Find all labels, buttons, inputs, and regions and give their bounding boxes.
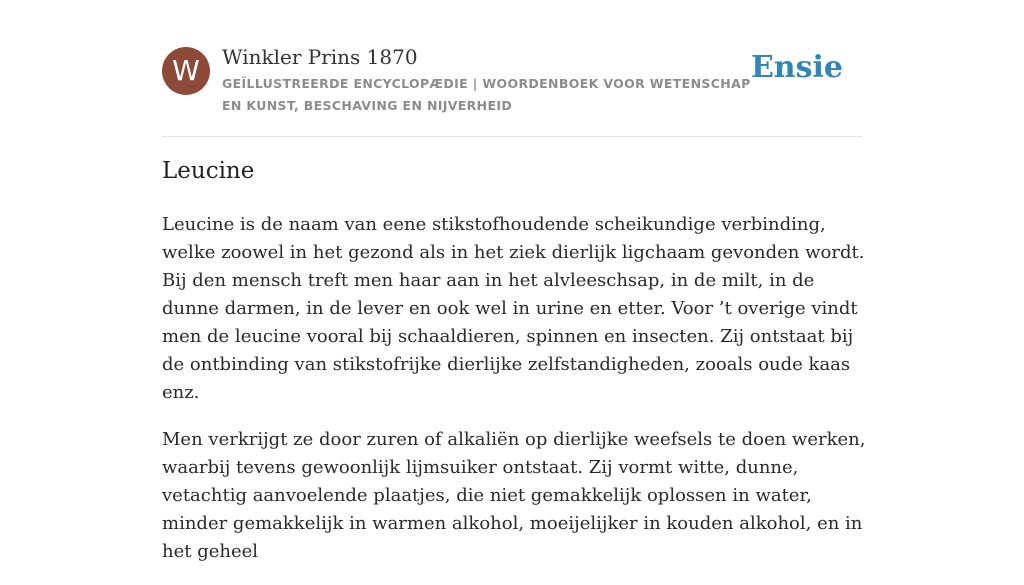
entry-body	[162, 211, 866, 585]
entry-paragraph-2: Men verkrijgt ze door zuren of alkaliën op dierlijke weefsels te doen werken, waarbij tevens gewoonlijk lijmsuiker ontstaat. Zij vormt witte, dunne, vetachtig aanvoelende plaatjes, die niet gemakkelijk oplossen in water, minder gemakkelijk in warmen alkohol, moeijelijker in kouden alkohol, en in het geheel	[162, 429, 866, 562]
source-title[interactable]: Winkler Prins 1870	[222, 45, 418, 69]
entry-title: Leucine	[162, 158, 255, 184]
source-subtitle: GEÏLLUSTREERDE ENCYCLOPÆDIE | WOORDENBOEK VOOR WETENSCHAP EN KUNST, BESCHAVING EN NIJVERHEID	[222, 76, 751, 113]
source-header	[162, 44, 862, 137]
brand-logo-link[interactable]: Ensie	[750, 50, 843, 85]
avatar[interactable]: W	[162, 47, 210, 95]
entry-paragraph-1: Leucine is de naam van eene stikstofhoudende scheikundige verbinding, welke zoowel in het gezond als in het ziek dierlijk ligchaam gevonden wordt. Bij den mensch treft men haar aan in het alvleeschsap, in de milt, in de dunne darmen, in de lever en ook wel in urine en etter. Voor ’t overige vindt men de leucine vooral bij schaaldieren, spinnen en insecten. Zij ontstaat bij de ontbinding van stikstofrijke dierlijke zelfstandigheden, zooals oude kaas enz.	[162, 214, 865, 403]
